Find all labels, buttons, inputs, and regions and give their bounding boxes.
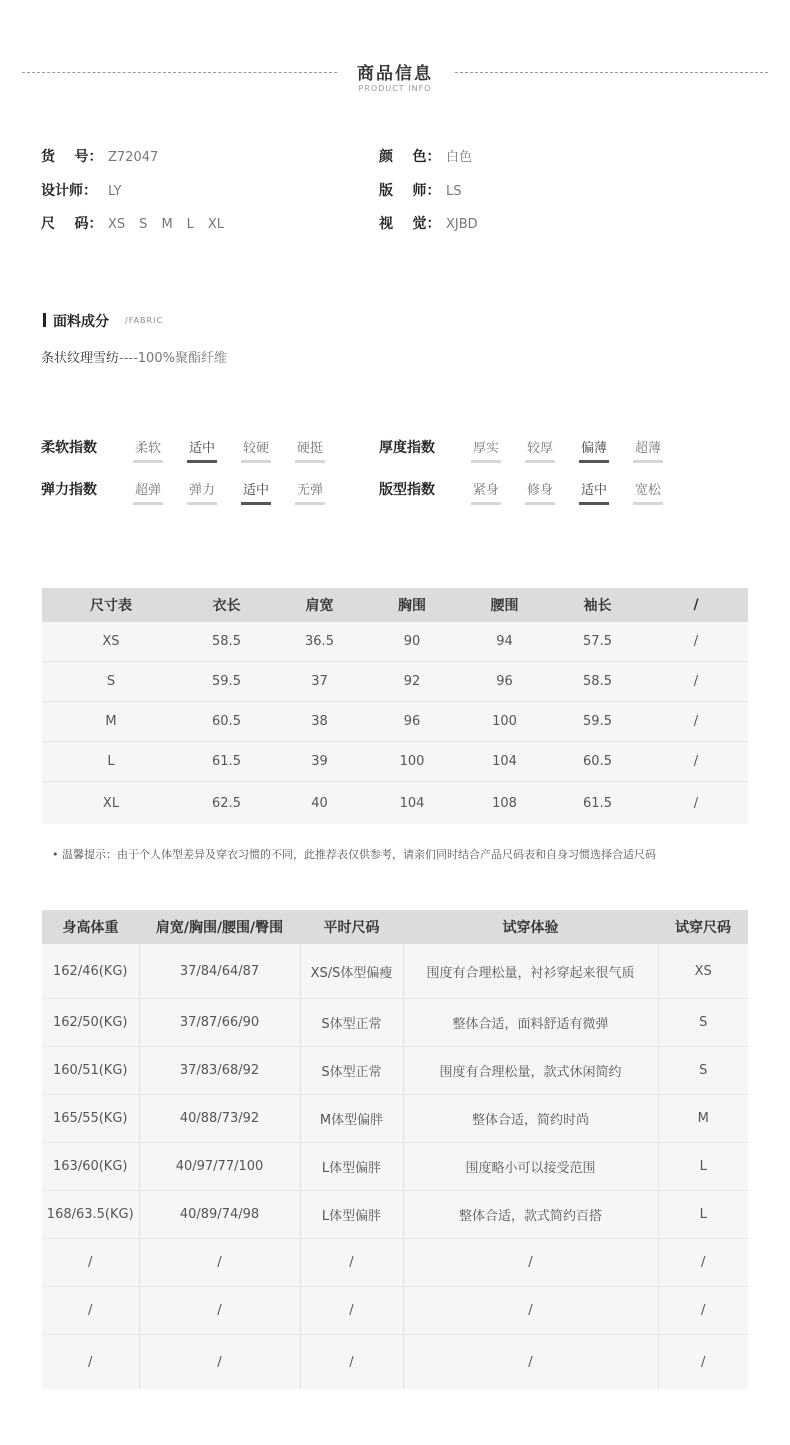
table-cell: / [644, 702, 748, 742]
column-header: 袖长 [551, 588, 644, 622]
table-cell: 围度有合理松量，衬衫穿起来很气质 [403, 944, 658, 999]
table-cell: 163/60(KG) [42, 1143, 139, 1191]
table-row [42, 1287, 748, 1335]
table-row [42, 662, 748, 702]
table-cell: 104 [458, 742, 551, 782]
elasticity-index [41, 479, 349, 505]
index-option: 超弹 [133, 479, 187, 505]
fabric-composition [41, 347, 227, 366]
table-cell: 37 [273, 662, 366, 702]
table-cell: 37/87/66/90 [139, 999, 300, 1047]
tryon-table-header [42, 910, 748, 944]
size-value: S [139, 217, 148, 232]
section-subtitle: PRODUCT INFO [358, 84, 432, 93]
table-row [42, 999, 748, 1047]
column-header: 肩宽/胸围/腰围/臀围 [139, 910, 300, 944]
column-header: / [644, 588, 748, 622]
size-value: XL [207, 217, 225, 232]
table-cell: XS [42, 622, 180, 662]
table-cell: S [658, 999, 748, 1047]
table-cell: 40/89/74/98 [139, 1191, 300, 1239]
info-value: LS [446, 184, 462, 199]
size-value: M [161, 217, 173, 232]
table-row [42, 622, 748, 662]
table-cell: 40 [273, 782, 366, 825]
info-size [41, 213, 238, 233]
table-cell: S体型正常 [300, 1047, 403, 1095]
index-option-selected: 适中 [241, 479, 295, 505]
table-cell: S [658, 1047, 748, 1095]
table-cell: / [644, 782, 748, 825]
info-color [379, 146, 472, 166]
table-cell: / [644, 662, 748, 702]
table-cell: / [658, 1335, 748, 1390]
table-row [42, 1143, 748, 1191]
fabric-name: 条状纹理雪纺 [41, 351, 120, 366]
table-cell: / [42, 1335, 139, 1390]
table-row [42, 1335, 748, 1390]
table-cell: 100 [366, 742, 458, 782]
info-label: 版 师： [379, 183, 441, 199]
column-header: 试穿体验 [403, 910, 658, 944]
table-cell: / [42, 1239, 139, 1287]
table-cell: L体型偏胖 [300, 1143, 403, 1191]
table-cell: / [658, 1287, 748, 1335]
size-tip: • 温馨提示：由于个人体型差异及穿衣习惯的不同，此推荐表仅供参考，请亲们同时结合产品尺码表和自身习惯选择合适尺码 [52, 848, 656, 861]
table-cell: 37/84/64/87 [139, 944, 300, 999]
index-option: 宽松 [633, 479, 687, 505]
table-cell: 59.5 [551, 702, 644, 742]
table-cell: XL [42, 782, 180, 825]
fabric-title: 面料成分 [53, 314, 109, 330]
table-cell: S体型正常 [300, 999, 403, 1047]
table-cell: / [139, 1335, 300, 1390]
table-cell: M体型偏胖 [300, 1095, 403, 1143]
table-cell: / [403, 1239, 658, 1287]
table-cell: 整体合适，款式简约百搭 [403, 1191, 658, 1239]
table-cell: / [300, 1239, 403, 1287]
table-row [42, 1095, 748, 1143]
table-cell: / [300, 1287, 403, 1335]
info-label: 货 号： [41, 149, 103, 165]
table-cell: M [658, 1095, 748, 1143]
index-option-selected: 偏薄 [579, 437, 633, 463]
index-option: 厚实 [471, 437, 525, 463]
column-header: 腰围 [458, 588, 551, 622]
index-option: 硬挺 [295, 437, 349, 463]
index-option: 较硬 [241, 437, 295, 463]
info-value: Z72047 [108, 150, 159, 165]
table-row [42, 702, 748, 742]
table-cell: 61.5 [551, 782, 644, 825]
table-cell: / [300, 1335, 403, 1390]
index-option: 紧身 [471, 479, 525, 505]
table-cell: / [42, 1287, 139, 1335]
index-label: 厚度指数 [379, 440, 435, 456]
size-value: L [186, 217, 194, 232]
info-pattern-maker [379, 180, 462, 200]
index-option: 无弹 [295, 479, 349, 505]
table-cell: / [644, 742, 748, 782]
table-cell: 100 [458, 702, 551, 742]
index-label: 弹力指数 [41, 482, 97, 498]
size-table [42, 588, 748, 824]
index-option: 修身 [525, 479, 579, 505]
table-cell: XS [658, 944, 748, 999]
tryon-table [42, 910, 748, 1389]
table-cell: 61.5 [180, 742, 273, 782]
info-value: 白色 [446, 150, 473, 165]
table-cell: 90 [366, 622, 458, 662]
table-cell: / [139, 1287, 300, 1335]
table-cell: / [403, 1335, 658, 1390]
table-cell: 162/46(KG) [42, 944, 139, 999]
table-cell: 整体合适，简约时尚 [403, 1095, 658, 1143]
table-row [42, 1047, 748, 1095]
table-cell: 162/50(KG) [42, 999, 139, 1047]
table-cell: 94 [458, 622, 551, 662]
index-option: 柔软 [133, 437, 187, 463]
table-cell: 36.5 [273, 622, 366, 662]
column-header: 肩宽 [273, 588, 366, 622]
table-cell: 整体合适，面料舒适有微弹 [403, 999, 658, 1047]
table-cell: / [658, 1239, 748, 1287]
fabric-percent: ----100%聚酯纤维 [119, 351, 227, 366]
table-cell: 108 [458, 782, 551, 825]
table-cell: 165/55(KG) [42, 1095, 139, 1143]
table-cell: 58.5 [551, 662, 644, 702]
table-cell: 96 [458, 662, 551, 702]
table-cell: 104 [366, 782, 458, 825]
table-cell: 168/63.5(KG) [42, 1191, 139, 1239]
table-cell: XS/S体型偏瘦 [300, 944, 403, 999]
table-cell: / [644, 622, 748, 662]
table-cell: 62.5 [180, 782, 273, 825]
fabric-subtitle: /FABRIC [125, 316, 164, 325]
table-cell: 96 [366, 702, 458, 742]
fabric-accent-bar [43, 313, 46, 327]
size-value: XS [108, 217, 126, 232]
column-header: 衣长 [180, 588, 273, 622]
table-cell: 57.5 [551, 622, 644, 662]
index-label: 柔软指数 [41, 440, 97, 456]
info-label: 设计师： [41, 183, 97, 199]
table-cell: L [658, 1191, 748, 1239]
info-value: LY [108, 184, 122, 199]
table-cell: / [403, 1287, 658, 1335]
table-cell: 60.5 [180, 702, 273, 742]
table-cell: / [139, 1239, 300, 1287]
table-cell: M [42, 702, 180, 742]
info-label: 尺 码： [41, 216, 103, 232]
size-table-header [42, 588, 748, 622]
table-cell: 59.5 [180, 662, 273, 702]
table-row [42, 1239, 748, 1287]
table-cell: 37/83/68/92 [139, 1047, 300, 1095]
thickness-index [379, 437, 687, 463]
table-cell: L体型偏胖 [300, 1191, 403, 1239]
info-item-no [41, 146, 158, 166]
column-header: 平时尺码 [300, 910, 403, 944]
info-label: 视 觉： [379, 216, 441, 232]
index-option: 较厚 [525, 437, 579, 463]
table-row [42, 742, 748, 782]
table-row [42, 782, 748, 825]
index-label: 版型指数 [379, 482, 435, 498]
softness-index [41, 437, 349, 463]
table-cell: 92 [366, 662, 458, 702]
table-row [42, 1191, 748, 1239]
table-cell: 40/97/77/100 [139, 1143, 300, 1191]
info-visual [379, 213, 478, 233]
table-cell: 39 [273, 742, 366, 782]
index-option-selected: 适中 [187, 437, 241, 463]
table-cell: 60.5 [551, 742, 644, 782]
size-list [108, 217, 238, 232]
table-row [42, 944, 748, 999]
section-title: 商品信息 [357, 64, 433, 84]
table-cell: 160/51(KG) [42, 1047, 139, 1095]
table-cell: 38 [273, 702, 366, 742]
info-designer [41, 180, 121, 200]
table-cell: 40/88/73/92 [139, 1095, 300, 1143]
table-cell: L [658, 1143, 748, 1191]
index-option: 弹力 [187, 479, 241, 505]
column-header: 尺寸表 [42, 588, 180, 622]
table-cell: 围度略小可以接受范围 [403, 1143, 658, 1191]
column-header: 试穿尺码 [658, 910, 748, 944]
info-label: 颜 色： [379, 149, 441, 165]
table-cell: 围度有合理松量，款式休闲简约 [403, 1047, 658, 1095]
table-cell: L [42, 742, 180, 782]
fit-index [379, 479, 687, 505]
info-value: XJBD [446, 217, 478, 232]
column-header: 身高体重 [42, 910, 139, 944]
table-cell: 58.5 [180, 622, 273, 662]
table-cell: S [42, 662, 180, 702]
index-option-selected: 适中 [579, 479, 633, 505]
column-header: 胸围 [366, 588, 458, 622]
index-option: 超薄 [633, 437, 687, 463]
